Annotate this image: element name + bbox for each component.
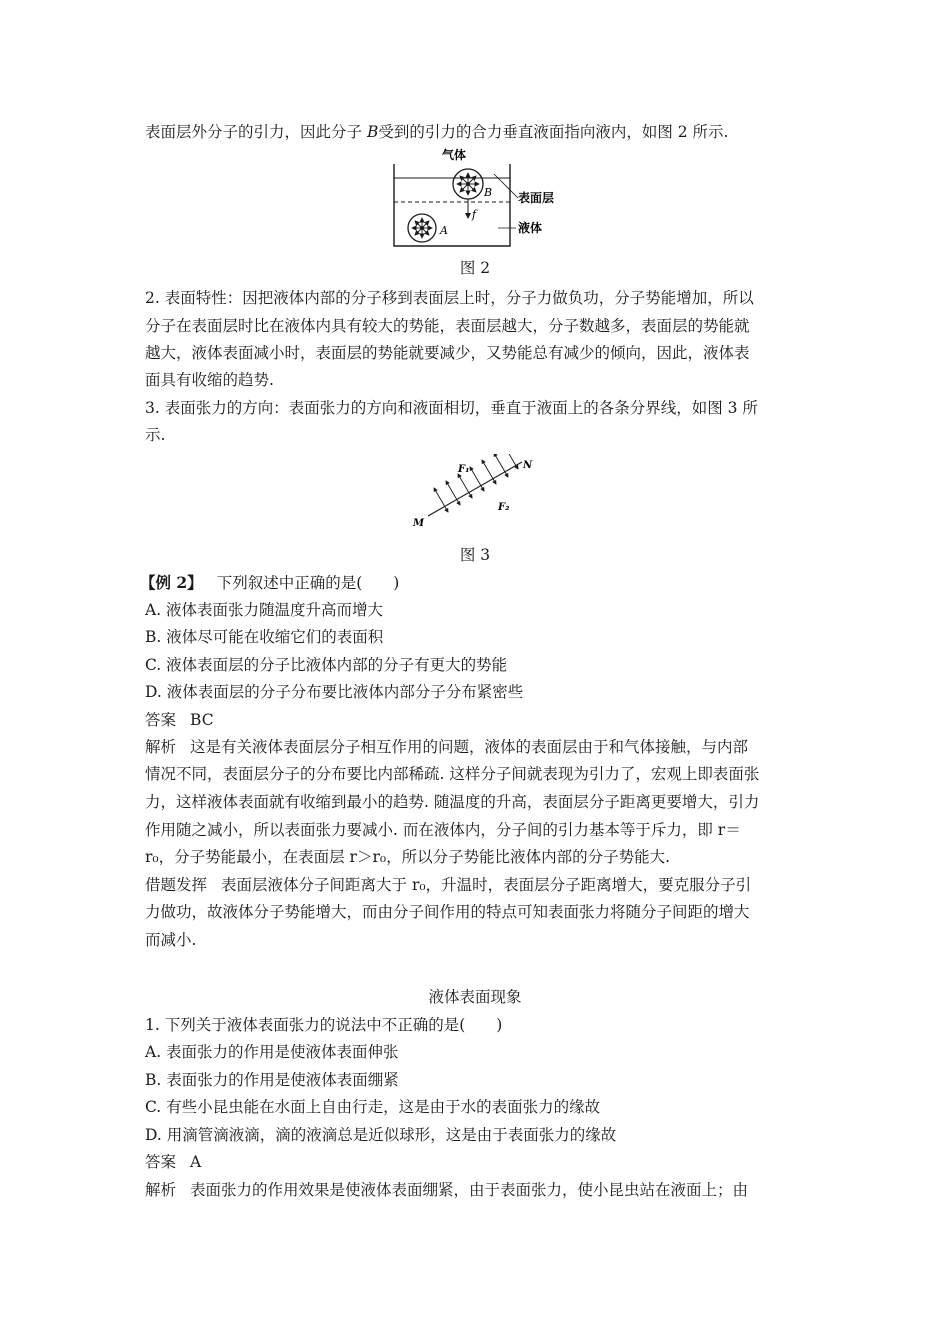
surface-layer-label: 表面层 xyxy=(518,191,555,205)
molecule-b-label: B xyxy=(484,186,493,199)
example-question-text: 下列叙述中正确的是( ) xyxy=(216,574,400,592)
label-f2: F₂ xyxy=(498,502,510,513)
example-option-d: D. 液体表面层的分子分布要比液体内部分子分布紧密些 xyxy=(145,683,524,701)
tip-line-2: 力做功，故液体分子势能增大，而由分子间作用的特点可知表面张力将随分子间距的增大 xyxy=(145,903,750,921)
q1-answer-value: A xyxy=(190,1153,202,1171)
q1-analysis xyxy=(145,1180,817,1200)
label-m: M xyxy=(413,518,425,529)
force-f-label: f xyxy=(472,208,477,221)
q1-option-c: C. 有些小昆虫能在水面上自由行走，这是由于水的表面张力的缘故 xyxy=(145,1098,601,1116)
gas-label: 气体 xyxy=(442,148,467,162)
molecule-b xyxy=(453,169,483,199)
label-n: N xyxy=(523,460,533,471)
q1-option-a: A. 表面张力的作用是使液体表面伸张 xyxy=(145,1043,399,1061)
example-tag: 【例 2】 xyxy=(140,573,203,592)
analysis-line-2: 情况不同，表面层分子的分布要比内部稀疏. 这样分子间就表现为引力了，宏观上即表面张 xyxy=(145,765,760,783)
label-f1: F₁ xyxy=(458,464,470,475)
liquid-label: 液体 xyxy=(518,221,543,235)
example-option-c: C. 液体表面层的分子比液体内部的分子有更大的势能 xyxy=(145,656,508,674)
answer-label: 答案 xyxy=(145,711,177,729)
q1-analysis-text: 表面张力的作用效果是使液体表面绷紧，由于表面张力，使小昆虫站在液面上；由 xyxy=(190,1181,749,1199)
para-2-line-3: 越大，液体表面减小时，表面层的势能就要减少，又势能总有减少的倾向，因此，液体表 xyxy=(145,344,750,362)
q1-answer-label: 答案 xyxy=(145,1153,177,1171)
figure-2-diagram xyxy=(380,146,580,252)
para-3-line-1: 3. 表面张力的方向：表面张力的方向和液面相切，垂直于液面上的各条分界线，如图 3 所 xyxy=(145,399,758,417)
analysis-label: 解析 xyxy=(145,738,177,756)
figure-3-diagram xyxy=(410,454,540,534)
q1-answer xyxy=(145,1152,817,1172)
molecule-a xyxy=(408,214,436,242)
q1-question: 1. 下列关于液体表面张力的说法中不正确的是( ) xyxy=(145,1016,503,1034)
molecule-a-label: A xyxy=(440,224,448,237)
q1-option-d: D. 用滴管滴液滴，滴的液滴总是近似球形，这是由于表面张力的缘故 xyxy=(145,1126,617,1144)
figure-3-caption: 图 3 xyxy=(459,546,491,564)
section-title: 液体表面现象 xyxy=(428,988,522,1006)
intro-line xyxy=(145,122,817,142)
answer-value: BC xyxy=(190,711,214,729)
analysis-text-1: 这是有关液体表面层分子相互作用的问题，液体的表面层由于和气体接触，与内部 xyxy=(190,738,749,756)
example-option-b: B. 液体尽可能在收缩它们的表面积 xyxy=(145,628,384,646)
para-2-line-1: 2. 表面特性：因把液体内部的分子移到表面层上时，分子力做负功，分子势能增加，所以 xyxy=(145,289,754,307)
intro-text-start: 表面层外分子的引力，因此分子 xyxy=(145,123,363,141)
example-option-a: A. 液体表面张力随温度升高而增大 xyxy=(145,601,384,619)
analysis-line-1 xyxy=(145,737,817,757)
example-2-question xyxy=(140,573,812,593)
analysis-line-3: 力，这样液体表面就有收缩到最小的趋势. 随温度的升高，表面层分子距离更要增大，引力 xyxy=(145,793,760,811)
example-answer xyxy=(145,710,817,730)
intro-text-end: 受到的引力的合力垂直液面指向液内，如图 2 所示. xyxy=(378,123,729,141)
tip-line-1 xyxy=(145,875,817,895)
para-3-line-2: 示. xyxy=(145,426,166,444)
tip-line-3: 而减小. xyxy=(145,931,197,949)
analysis-line-5: r₀，分子势能最小，在表面层 r＞r₀，所以分子势能比液体内部的分子势能大. xyxy=(145,848,671,866)
analysis-line-4: 作用随之减小，所以表面张力要减小. 而在液体内，分子间的引力基本等于斥力，即 r＝ xyxy=(145,821,741,839)
para-2-line-4: 面具有收缩的趋势. xyxy=(145,371,274,389)
container-outline xyxy=(394,164,510,246)
para-2-line-2: 分子在表面层时比在液体内具有较大的势能，表面层越大，分子数越多，表面层的势能就 xyxy=(145,317,750,335)
molecule-b-ref: B xyxy=(366,123,379,141)
q1-analysis-label: 解析 xyxy=(145,1181,177,1199)
tip-label: 借题发挥 xyxy=(145,876,208,894)
q1-option-b: B. 表面张力的作用是使液体表面绷紧 xyxy=(145,1071,399,1089)
figure-2-caption: 图 2 xyxy=(459,259,491,277)
tip-text-1: 表面层液体分子间距离大于 r₀，升温时，表面层分子距离增大，要克服分子引 xyxy=(221,876,752,894)
